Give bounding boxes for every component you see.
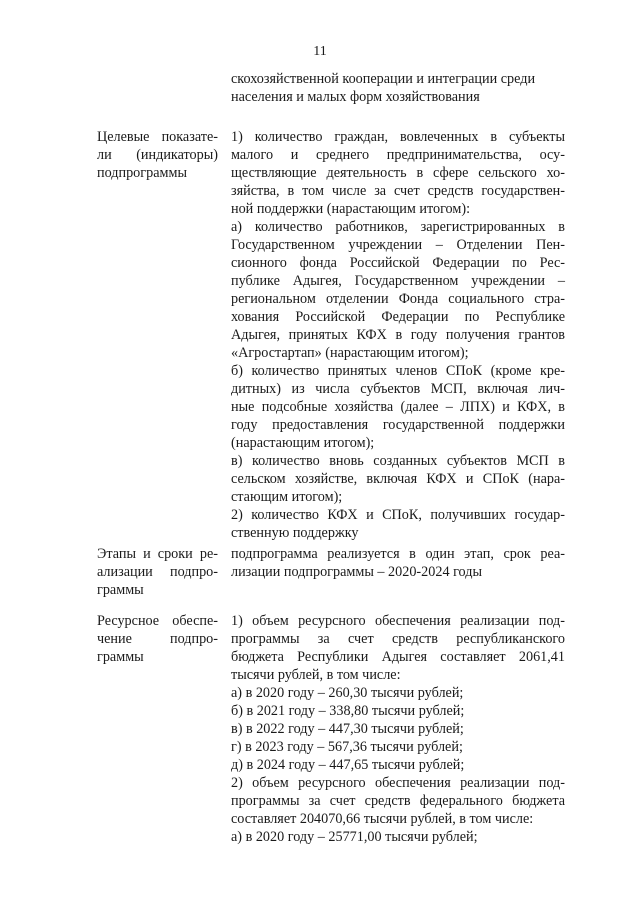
content-line: в) количество вновь созданных субъектов МСП в <box>231 453 565 469</box>
content-line: б) в 2021 году – 338,80 тысячи рублей; <box>231 703 465 719</box>
content-line: ные подсобные хозяйства (далее – ЛПХ) и КФХ, в <box>231 399 565 415</box>
content-line: программы за счет средств республиканского <box>231 631 565 647</box>
content-line: 1) объем ресурсного обеспечения реализации под- <box>231 613 565 629</box>
content-line: сельском хозяйстве, включая КФХ и СПоК (нара- <box>231 471 565 487</box>
section-label-line: граммы <box>97 582 144 598</box>
section-label-line: ли (индикаторы) <box>97 147 218 163</box>
content-line: хования Российской Федерации по Республике <box>231 309 565 325</box>
content-line: д) в 2024 году – 447,65 тысячи рублей; <box>231 757 465 773</box>
content-line: ществляющие деятельность в сфере сельского хо- <box>231 165 565 181</box>
content-line: сионного фонда Российской Федерации по Рес- <box>231 255 565 271</box>
content-line: зяйства, в том числе за счет средств государствен- <box>231 183 565 199</box>
content-line: ственную поддержку <box>231 525 359 541</box>
section-label-line: Целевые показате- <box>97 129 218 145</box>
content-line: «Агростартап» (нарастающим итогом); <box>231 345 469 361</box>
content-line: малого и среднего предпринимательства, осу- <box>231 147 565 163</box>
content-line: г) в 2023 году – 567,36 тысячи рублей; <box>231 739 463 755</box>
content-line: Государственном учреждении – Отделении Пен- <box>231 237 565 253</box>
content-line: публике Адыгея, Государственном учреждении – <box>231 273 565 289</box>
content-line: а) в 2020 году – 260,30 тысячи рублей; <box>231 685 464 701</box>
content-line: Адыгея, принятых КФХ в году получения грантов <box>231 327 565 343</box>
content-line: подпрограмма реализуется в один этап, срок реа- <box>231 546 565 562</box>
section-label-line: Ресурсное обеспе- <box>97 613 218 629</box>
content-line: тысячи рублей, в том числе: <box>231 667 401 683</box>
intro-line: скохозяйственной кооперации и интеграции среди <box>231 71 536 87</box>
content-line: программы за счет средств федерального бюджета <box>231 793 565 809</box>
section-label-line: подпрограммы <box>97 165 187 181</box>
content-line: (нарастающим итогом); <box>231 435 375 451</box>
content-line: а) в 2020 году – 25771,00 тысячи рублей; <box>231 829 478 845</box>
content-line: региональном отделении Фонда социального стра- <box>231 291 565 307</box>
content-line: 2) количество КФХ и СПоК, получивших государ- <box>231 507 565 523</box>
content-line: ной поддержки (нарастающим итогом): <box>231 201 471 217</box>
content-line: 2) объем ресурсного обеспечения реализации под- <box>231 775 565 791</box>
intro-line: населения и малых форм хозяйствования <box>231 89 480 105</box>
section-label-line: чение подпро- <box>97 631 218 647</box>
content-line: а) количество работников, зарегистрированных в <box>231 219 565 235</box>
content-line: стающим итогом); <box>231 489 343 505</box>
content-line: 1) количество граждан, вовлеченных в субъекты <box>231 129 565 145</box>
content-line: бюджета Республики Адыгея составляет 2061,41 <box>231 649 565 665</box>
content-line: лизации подпрограммы – 2020-2024 годы <box>231 564 482 580</box>
content-line: составляет 204070,66 тысячи рублей, в том числе: <box>231 811 534 827</box>
content-line: дитных) из числа субъектов МСП, включая лич- <box>231 381 565 397</box>
section-label-line: граммы <box>97 649 144 665</box>
content-line: году предоставления государственной поддержки <box>231 417 565 433</box>
page-number: 11 <box>313 44 327 59</box>
section-label-line: Этапы и сроки ре- <box>97 546 218 562</box>
content-line: б) количество принятых членов СПоК (кроме кре- <box>231 363 565 379</box>
content-line: в) в 2022 году – 447,30 тысячи рублей; <box>231 721 464 737</box>
section-label-line: ализации подпро- <box>97 564 218 580</box>
